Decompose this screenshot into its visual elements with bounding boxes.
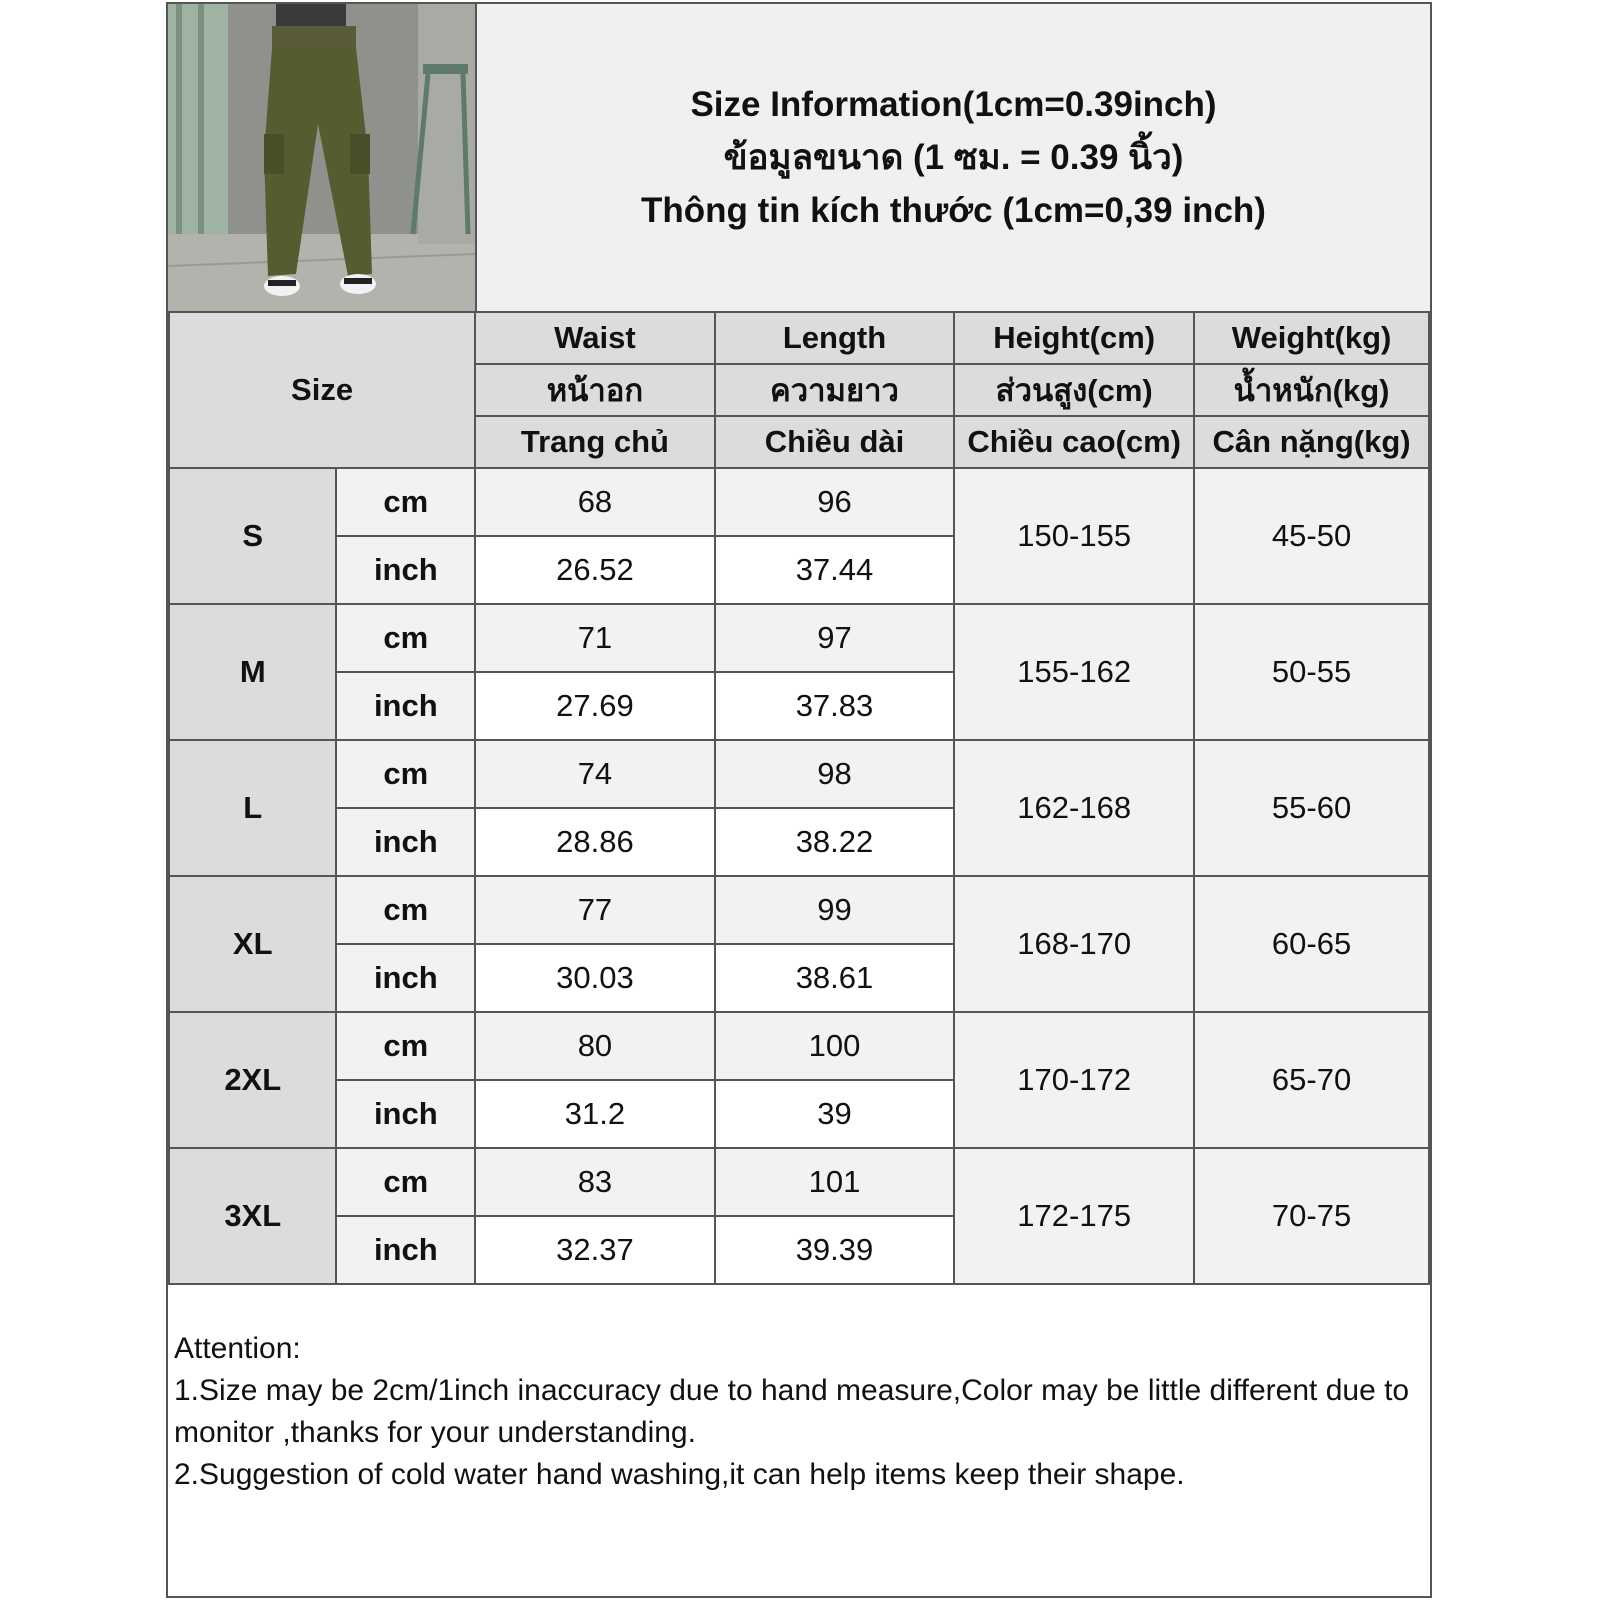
length-cm: 97	[715, 604, 955, 672]
unit-inch: inch	[336, 944, 475, 1012]
col-waist-en: Waist	[475, 312, 715, 364]
info-title-th: ข้อมูลขนาด (1 ซม. = 0.39 นิ้ว)	[723, 138, 1184, 177]
info-title-en: Size Information(1cm=0.39inch)	[690, 85, 1217, 124]
length-cm: 101	[715, 1148, 955, 1216]
length-inch: 37.44	[715, 536, 955, 604]
size-info-heading	[477, 4, 1430, 311]
col-weight-en: Weight(kg)	[1194, 312, 1429, 364]
model-wearing-green-cargo-pants-photo-icon	[168, 4, 475, 311]
size-label: 2XL	[169, 1012, 336, 1148]
height-range: 162-168	[954, 740, 1194, 876]
length-inch: 38.22	[715, 808, 955, 876]
size-header: Size	[169, 312, 475, 468]
table-row	[169, 468, 1429, 536]
product-photo	[168, 4, 477, 311]
table-row	[169, 740, 1429, 808]
length-inch: 39.39	[715, 1216, 955, 1284]
notes-line-1: 1.Size may be 2cm/1inch inaccuracy due to hand measure,Color may be little different due to monitor ,thanks for your understanding.	[174, 1374, 1410, 1449]
size-label: S	[169, 468, 336, 604]
waist-inch: 31.2	[475, 1080, 715, 1148]
unit-inch: inch	[336, 672, 475, 740]
height-range: 150-155	[954, 468, 1194, 604]
unit-cm: cm	[336, 604, 475, 672]
unit-cm: cm	[336, 1148, 475, 1216]
length-inch: 37.83	[715, 672, 955, 740]
col-weight-th: น้ำหนัก(kg)	[1194, 364, 1429, 416]
unit-inch: inch	[336, 536, 475, 604]
unit-cm: cm	[336, 876, 475, 944]
waist-inch: 28.86	[475, 808, 715, 876]
weight-range: 65-70	[1194, 1012, 1429, 1148]
table-row	[169, 604, 1429, 672]
table-row	[169, 876, 1429, 944]
col-length-vi: Chiều dài	[715, 416, 955, 468]
weight-range: 70-75	[1194, 1148, 1429, 1284]
table-row	[169, 1148, 1429, 1216]
waist-cm: 68	[475, 468, 715, 536]
unit-cm: cm	[336, 468, 475, 536]
unit-inch: inch	[336, 1216, 475, 1284]
length-cm: 98	[715, 740, 955, 808]
unit-inch: inch	[336, 1080, 475, 1148]
col-weight-vi: Cân nặng(kg)	[1194, 416, 1429, 468]
col-height-th: ส่วนสูง(cm)	[954, 364, 1194, 416]
waist-inch: 27.69	[475, 672, 715, 740]
notes-title: Attention:	[174, 1332, 301, 1365]
height-range: 172-175	[954, 1148, 1194, 1284]
unit-cm: cm	[336, 1012, 475, 1080]
col-height-en: Height(cm)	[954, 312, 1194, 364]
height-range: 168-170	[954, 876, 1194, 1012]
weight-range: 50-55	[1194, 604, 1429, 740]
col-length-th: ความยาว	[715, 364, 955, 416]
waist-inch: 30.03	[475, 944, 715, 1012]
length-inch: 38.61	[715, 944, 955, 1012]
col-waist-th: หน้าอก	[475, 364, 715, 416]
weight-range: 45-50	[1194, 468, 1429, 604]
col-length-en: Length	[715, 312, 955, 364]
height-range: 155-162	[954, 604, 1194, 740]
waist-inch: 26.52	[475, 536, 715, 604]
length-cm: 96	[715, 468, 955, 536]
waist-cm: 71	[475, 604, 715, 672]
size-label: XL	[169, 876, 336, 1012]
length-cm: 99	[715, 876, 955, 944]
table-row	[169, 1012, 1429, 1080]
size-label: M	[169, 604, 336, 740]
size-label: L	[169, 740, 336, 876]
length-cm: 100	[715, 1012, 955, 1080]
size-chart-sheet	[166, 2, 1432, 1598]
waist-cm: 74	[475, 740, 715, 808]
unit-cm: cm	[336, 740, 475, 808]
size-label: 3XL	[169, 1148, 336, 1284]
waist-inch: 32.37	[475, 1216, 715, 1284]
weight-range: 60-65	[1194, 876, 1429, 1012]
notes-line-2: 2.Suggestion of cold water hand washing,it can help items keep their shape.	[174, 1458, 1185, 1491]
col-waist-vi: Trang chủ	[475, 416, 715, 468]
weight-range: 55-60	[1194, 740, 1429, 876]
col-height-vi: Chiều cao(cm)	[954, 416, 1194, 468]
info-title-vi: Thông tin kích thước (1cm=0,39 inch)	[641, 191, 1266, 230]
waist-cm: 83	[475, 1148, 715, 1216]
size-table	[168, 311, 1430, 1285]
unit-inch: inch	[336, 808, 475, 876]
waist-cm: 80	[475, 1012, 715, 1080]
height-range: 170-172	[954, 1012, 1194, 1148]
attention-notes	[168, 1322, 1430, 1496]
waist-cm: 77	[475, 876, 715, 944]
length-inch: 39	[715, 1080, 955, 1148]
